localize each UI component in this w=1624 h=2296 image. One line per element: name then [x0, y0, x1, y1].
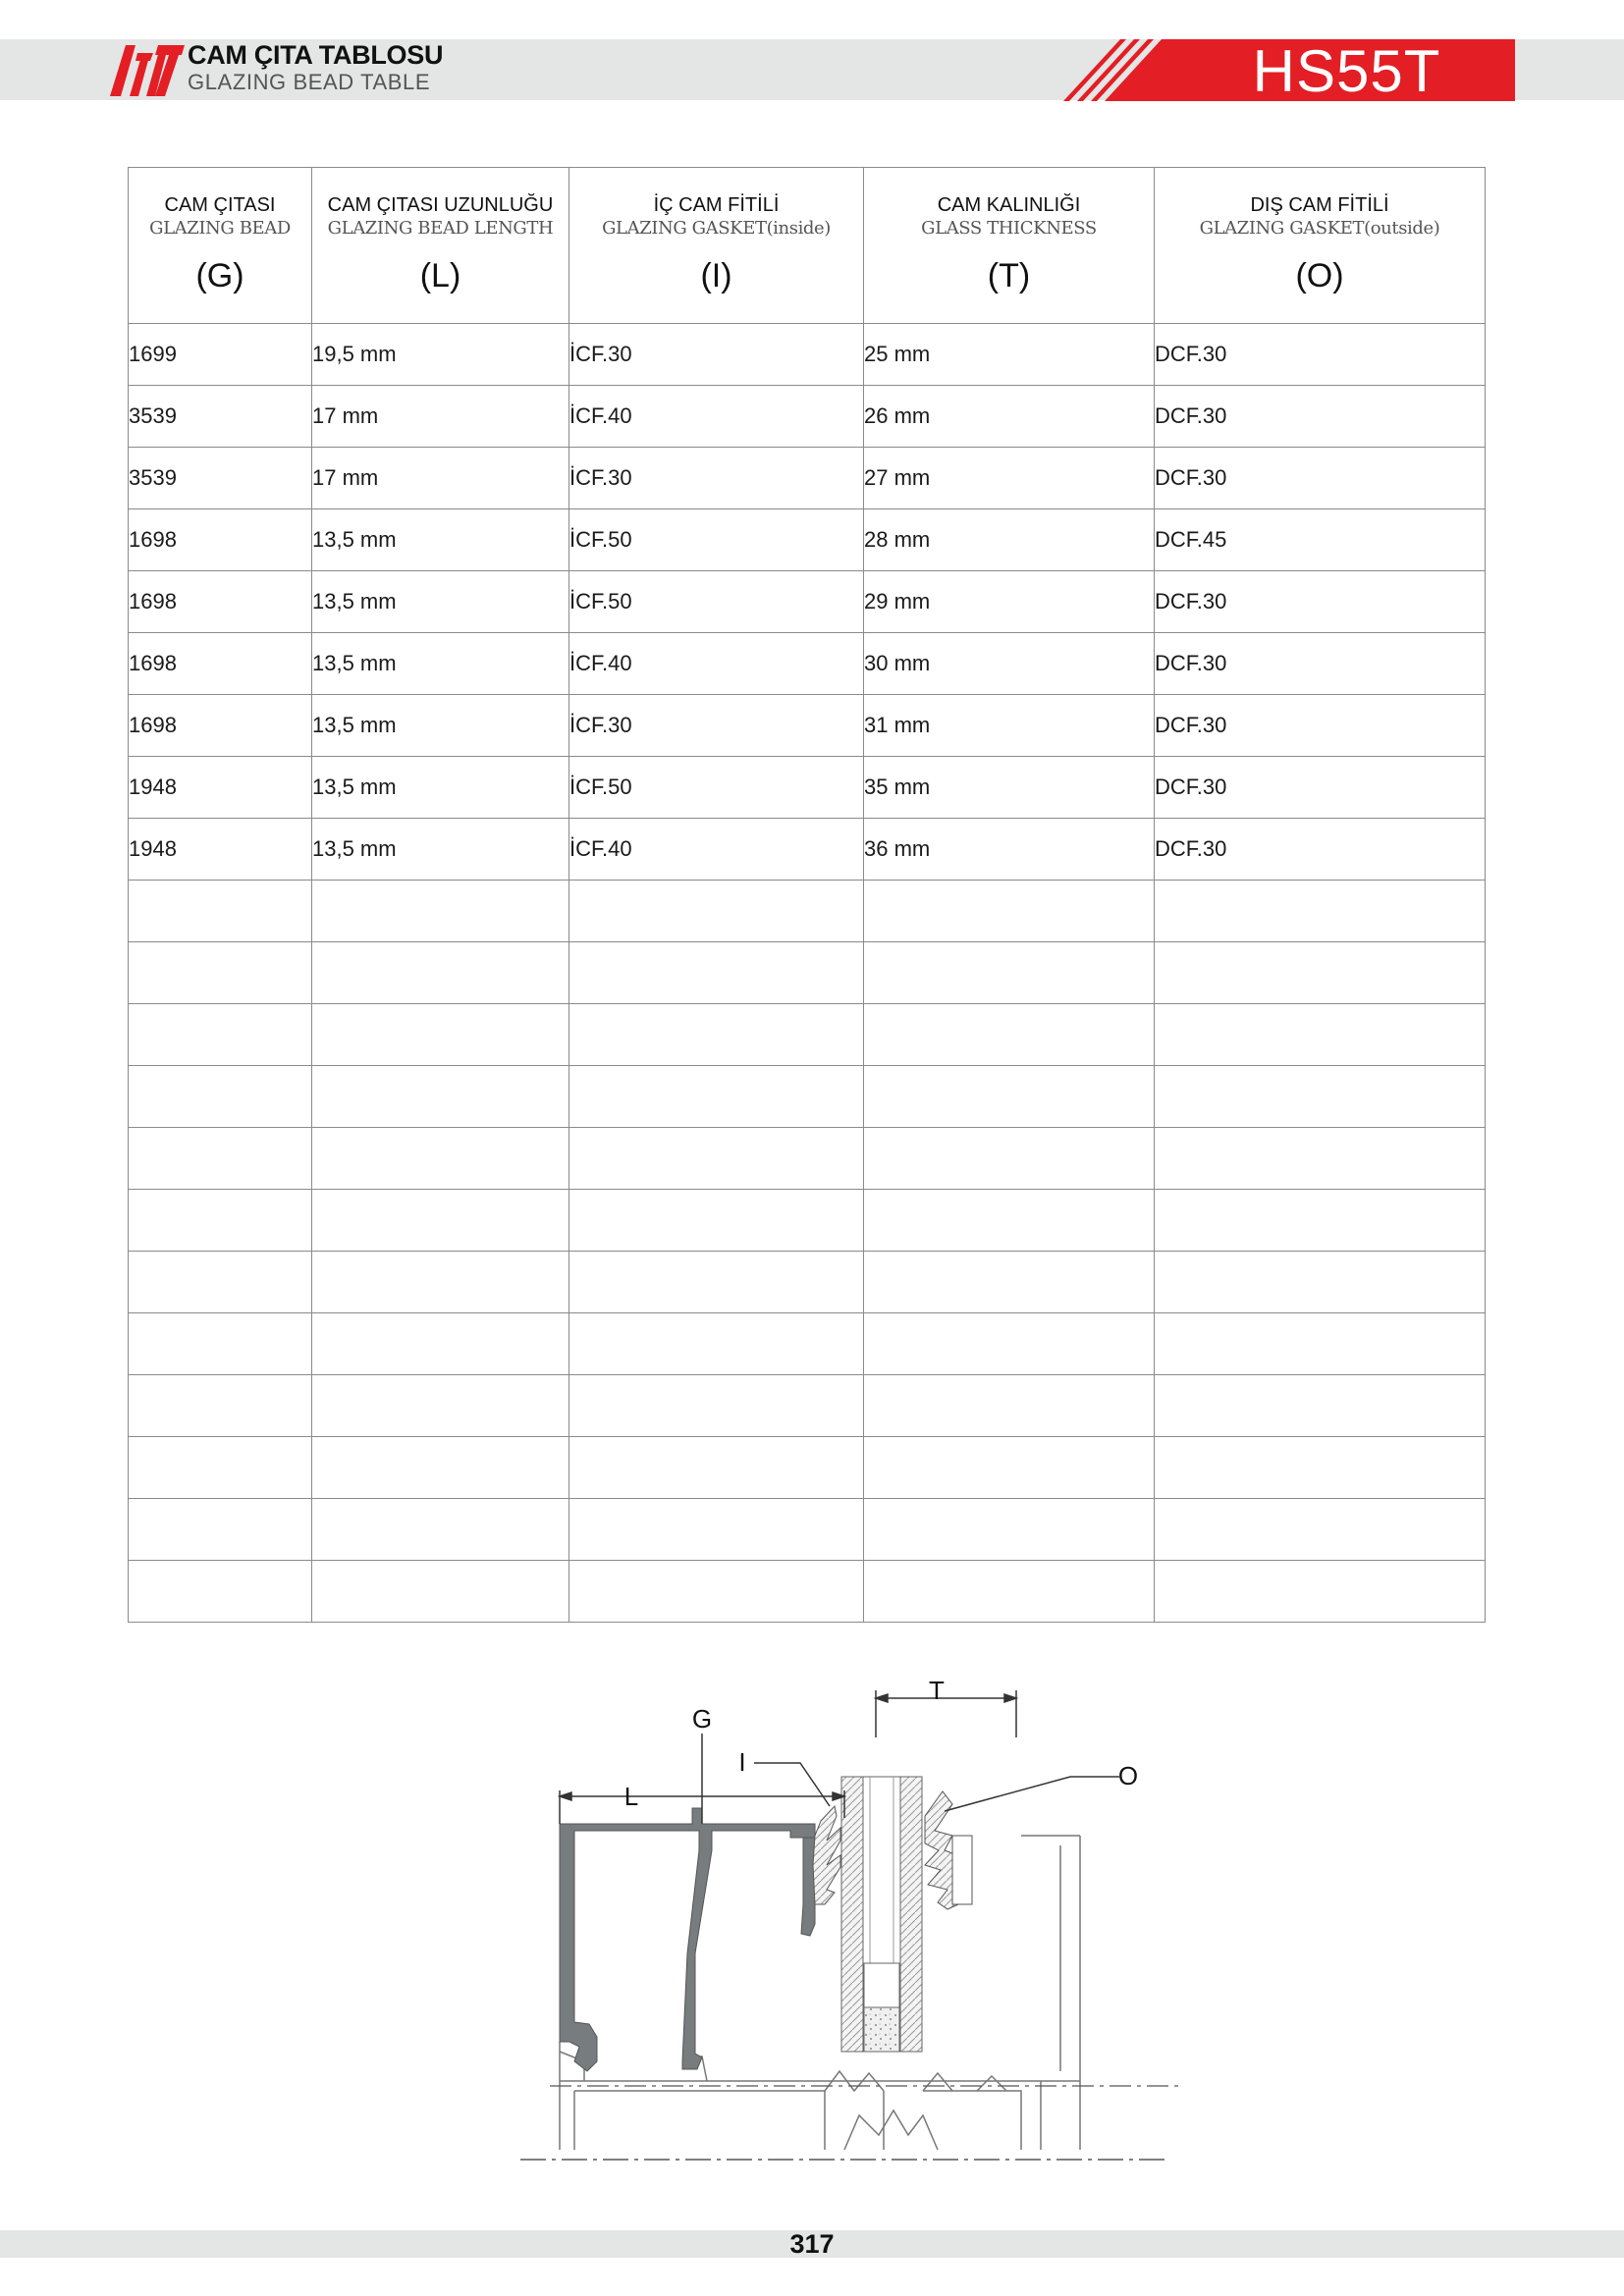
- outer-gasket-core: [952, 1836, 972, 1904]
- table-cell-o: DCF.30: [1155, 695, 1486, 757]
- glazing-bead-table: [128, 167, 1486, 1623]
- table-cell-l: [312, 1375, 569, 1437]
- table-cell-t: [864, 1190, 1155, 1252]
- glazing-bead-hook: [801, 1838, 815, 1936]
- table-cell-g: [129, 1437, 312, 1499]
- table-cell-i: [569, 1561, 864, 1623]
- table-cell-g: 3539: [129, 386, 312, 448]
- table-cell-g: [129, 1252, 312, 1313]
- model-name: HS55T: [1252, 38, 1441, 104]
- table-header-row: [129, 168, 1486, 324]
- table-cell-o: [1155, 1375, 1486, 1437]
- table-cell-l: 13,5 mm: [312, 633, 569, 695]
- table-cell-g: 1699: [129, 324, 312, 386]
- table-cell-l: [312, 942, 569, 1004]
- table-cell-l: [312, 1128, 569, 1190]
- table-cell-g: [129, 881, 312, 942]
- table-cell-l: [312, 1004, 569, 1066]
- table-row: [129, 1190, 1486, 1252]
- table-cell-i: İCF.30: [569, 324, 864, 386]
- table-cell-o: DCF.30: [1155, 324, 1486, 386]
- title-block: [188, 40, 443, 95]
- glazing-section-drawing: [491, 1669, 1198, 2169]
- table-cell-t: 25 mm: [864, 324, 1155, 386]
- column-code: (T): [987, 257, 1031, 294]
- page-subtitle: GLAZING BEAD TABLE: [188, 70, 431, 94]
- company-logo: [110, 39, 185, 98]
- table-cell-g: 1698: [129, 695, 312, 757]
- column-code: (L): [419, 257, 461, 294]
- table-cell-o: [1155, 942, 1486, 1004]
- table-cell-g: [129, 1375, 312, 1437]
- table-cell-i: [569, 1499, 864, 1561]
- table-cell-l: 17 mm: [312, 386, 569, 448]
- page-title: CAM ÇITA TABLOSU: [188, 40, 444, 70]
- table-cell-t: [864, 942, 1155, 1004]
- table-cell-t: [864, 1066, 1155, 1128]
- table-row: [129, 1004, 1486, 1066]
- label-g: G: [691, 1704, 713, 1734]
- table-cell-i: İCF.40: [569, 633, 864, 695]
- glazing-bead-profile: [560, 1808, 815, 2071]
- table-cell-t: [864, 1561, 1155, 1623]
- table-cell-o: DCF.30: [1155, 571, 1486, 633]
- leader-o: [945, 1777, 1119, 1811]
- table-cell-g: 3539: [129, 448, 312, 509]
- table-cell-o: [1155, 1128, 1486, 1190]
- column-header-t: [864, 168, 1155, 324]
- table-cell-i: [569, 1004, 864, 1066]
- table-cell-i: [569, 1313, 864, 1375]
- table-cell-i: [569, 1190, 864, 1252]
- table-row: [129, 695, 1486, 757]
- table-row: [129, 1128, 1486, 1190]
- table-row: [129, 1066, 1486, 1128]
- table-cell-g: [129, 1190, 312, 1252]
- table-cell-l: 13,5 mm: [312, 695, 569, 757]
- column-label-en: GLAZING BEAD: [149, 218, 291, 239]
- column-label-en: GLAZING BEAD LENGTH: [327, 218, 554, 239]
- table-cell-i: [569, 1437, 864, 1499]
- table-body: [129, 324, 1486, 1623]
- table-row: [129, 448, 1486, 509]
- table-cell-t: [864, 1128, 1155, 1190]
- table-cell-o: DCF.30: [1155, 757, 1486, 819]
- table-cell-g: 1698: [129, 571, 312, 633]
- table-cell-o: DCF.30: [1155, 819, 1486, 881]
- glass-unit: [841, 1777, 922, 2052]
- table-cell-g: [129, 942, 312, 1004]
- table-cell-o: DCF.30: [1155, 386, 1486, 448]
- table-cell-l: 13,5 mm: [312, 571, 569, 633]
- table-row: [129, 1375, 1486, 1437]
- column-label-tr: DIŞ CAM FİTİLİ: [1250, 194, 1389, 216]
- table-cell-i: İCF.50: [569, 757, 864, 819]
- table-cell-i: İCF.50: [569, 509, 864, 571]
- table-cell-t: [864, 1313, 1155, 1375]
- table-cell-g: 1948: [129, 757, 312, 819]
- table-cell-o: [1155, 1252, 1486, 1313]
- table-cell-g: [129, 1313, 312, 1375]
- table-cell-o: [1155, 1561, 1486, 1623]
- table-cell-t: 30 mm: [864, 633, 1155, 695]
- table-cell-l: [312, 1313, 569, 1375]
- column-label-tr: CAM ÇITASI: [164, 194, 276, 216]
- table-cell-t: [864, 1499, 1155, 1561]
- column-label-en: GLASS THICKNESS: [921, 218, 1097, 239]
- table-cell-g: [129, 1499, 312, 1561]
- label-l: L: [623, 1782, 639, 1811]
- table-cell-g: 1698: [129, 509, 312, 571]
- table-cell-l: [312, 1561, 569, 1623]
- column-label-tr: İÇ CAM FİTİLİ: [653, 194, 780, 216]
- table-row: [129, 1499, 1486, 1561]
- table-cell-l: [312, 1499, 569, 1561]
- table-cell-g: [129, 1128, 312, 1190]
- table-cell-l: 19,5 mm: [312, 324, 569, 386]
- table-cell-l: [312, 1252, 569, 1313]
- table-cell-t: 26 mm: [864, 386, 1155, 448]
- table-row: [129, 509, 1486, 571]
- table-cell-g: [129, 1561, 312, 1623]
- table-row: [129, 1252, 1486, 1313]
- table-cell-o: [1155, 1313, 1486, 1375]
- table-row: [129, 324, 1486, 386]
- table-cell-t: [864, 1375, 1155, 1437]
- table-cell-t: 31 mm: [864, 695, 1155, 757]
- table-cell-t: 36 mm: [864, 819, 1155, 881]
- table-row: [129, 881, 1486, 942]
- column-label-tr: CAM KALINLIĞI: [937, 194, 1081, 216]
- table-row: [129, 633, 1486, 695]
- table-cell-t: 29 mm: [864, 571, 1155, 633]
- table-cell-t: 35 mm: [864, 757, 1155, 819]
- column-header-g: [129, 168, 312, 324]
- table-cell-t: [864, 881, 1155, 942]
- column-label-en: GLAZING GASKET(inside): [602, 218, 831, 239]
- table-cell-o: [1155, 1190, 1486, 1252]
- table-cell-l: [312, 1190, 569, 1252]
- table-cell-t: [864, 1252, 1155, 1313]
- table-cell-o: [1155, 1004, 1486, 1066]
- table-cell-i: [569, 1066, 864, 1128]
- label-o: O: [1117, 1761, 1139, 1790]
- table-row: [129, 1561, 1486, 1623]
- table-cell-g: [129, 1066, 312, 1128]
- table-row: [129, 1313, 1486, 1375]
- table-cell-t: 28 mm: [864, 509, 1155, 571]
- column-code: (I): [700, 257, 732, 294]
- page-number: 317: [789, 2229, 835, 2259]
- table-cell-g: 1948: [129, 819, 312, 881]
- table-cell-o: DCF.30: [1155, 448, 1486, 509]
- table-cell-o: [1155, 1499, 1486, 1561]
- table-cell-o: [1155, 881, 1486, 942]
- table-cell-o: [1155, 1066, 1486, 1128]
- table-cell-i: [569, 1252, 864, 1313]
- column-code: (G): [195, 257, 244, 294]
- table-cell-o: [1155, 1437, 1486, 1499]
- table-cell-l: [312, 1066, 569, 1128]
- table-cell-l: 13,5 mm: [312, 819, 569, 881]
- dimension-t: [876, 1690, 1016, 1737]
- table-cell-i: [569, 942, 864, 1004]
- table-cell-g: [129, 1004, 312, 1066]
- table-cell-i: [569, 1375, 864, 1437]
- table-row: [129, 757, 1486, 819]
- table-cell-g: 1698: [129, 633, 312, 695]
- table-cell-t: 27 mm: [864, 448, 1155, 509]
- table-row: [129, 571, 1486, 633]
- table-row: [129, 942, 1486, 1004]
- label-i: I: [738, 1747, 746, 1777]
- table-cell-l: [312, 881, 569, 942]
- table-cell-i: İCF.40: [569, 819, 864, 881]
- table-cell-i: [569, 1128, 864, 1190]
- table-row: [129, 386, 1486, 448]
- column-header-i: [569, 168, 864, 324]
- table-cell-l: 13,5 mm: [312, 509, 569, 571]
- table-cell-l: 13,5 mm: [312, 757, 569, 819]
- table-cell-t: [864, 1004, 1155, 1066]
- label-t: T: [929, 1676, 945, 1705]
- table-cell-i: İCF.40: [569, 386, 864, 448]
- inner-gasket: [813, 1806, 840, 1904]
- table-row: [129, 1437, 1486, 1499]
- column-label-en: GLAZING GASKET(outside): [1199, 218, 1440, 239]
- column-label-tr: CAM ÇITASI UZUNLUĞU: [327, 194, 554, 216]
- table-cell-i: [569, 881, 864, 942]
- column-header-l: [312, 168, 569, 324]
- table-cell-t: [864, 1437, 1155, 1499]
- table-cell-i: İCF.30: [569, 695, 864, 757]
- leader-i: [754, 1763, 830, 1806]
- table-cell-o: DCF.45: [1155, 509, 1486, 571]
- table-row: [129, 819, 1486, 881]
- table-cell-i: İCF.50: [569, 571, 864, 633]
- column-code: (O): [1295, 257, 1344, 294]
- table-cell-l: 17 mm: [312, 448, 569, 509]
- table-cell-o: DCF.30: [1155, 633, 1486, 695]
- table-cell-i: İCF.30: [569, 448, 864, 509]
- column-header-o: [1155, 168, 1486, 324]
- table-cell-l: [312, 1437, 569, 1499]
